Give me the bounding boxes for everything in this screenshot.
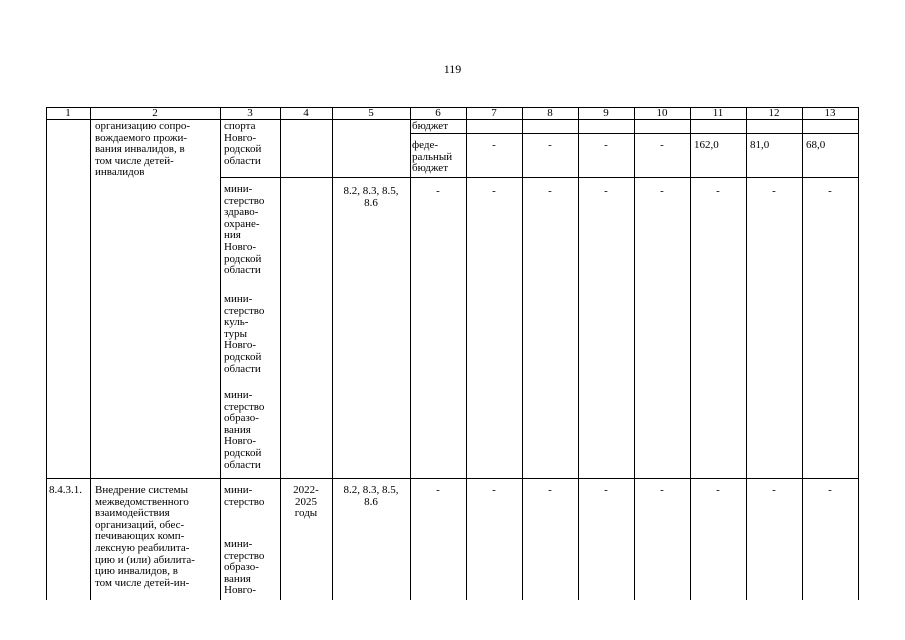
grid-line: [220, 177, 859, 178]
column-header: 6: [435, 107, 441, 119]
table-cell: -: [436, 185, 440, 197]
grid-line: [858, 107, 859, 600]
column-header: 10: [656, 107, 668, 119]
grid-line: [578, 107, 579, 600]
table-cell: 162,0: [694, 139, 719, 151]
grid-line: [332, 107, 333, 600]
grid-line: [522, 107, 523, 600]
executor: мини- стерство: [224, 484, 265, 508]
funding-source: бюджет: [412, 120, 448, 132]
executor-health: мини- стерство здраво- охране- ния Новго- родской области: [224, 183, 265, 277]
grid-line: [90, 107, 91, 600]
column-header: 7: [491, 107, 497, 119]
table-cell: -: [548, 185, 552, 197]
column-header: 12: [768, 107, 780, 119]
grid-line: [410, 133, 859, 134]
grid-line: [746, 107, 747, 600]
table-cell: -: [828, 185, 832, 197]
indicators: 8.2, 8.3, 8.5, 8.6: [343, 484, 399, 508]
table-cell: -: [716, 185, 720, 197]
column-header: 5: [368, 107, 374, 119]
executor-education: мини- стерство образо- вания Новго-: [224, 538, 265, 597]
table-cell: -: [492, 484, 496, 496]
grid-line: [466, 107, 467, 600]
program-table: [46, 107, 859, 600]
grid-line: [410, 107, 411, 600]
grid-line: [634, 107, 635, 600]
column-header: 9: [603, 107, 609, 119]
table-cell: -: [604, 185, 608, 197]
table-cell: -: [828, 484, 832, 496]
grid-line: [280, 107, 281, 600]
executor-sport: спорта Новго- родской области: [224, 120, 262, 167]
implementation-period: 2022- 2025 годы: [293, 484, 319, 520]
executor-education: мини- стерство образо- вания Новго- родской области: [224, 389, 265, 471]
table-cell: -: [492, 185, 496, 197]
column-header: 4: [303, 107, 309, 119]
table-cell: -: [660, 185, 664, 197]
page-number: 119: [443, 62, 462, 76]
grid-line: [220, 107, 221, 600]
column-header: 11: [712, 107, 724, 119]
table-cell: 68,0: [806, 139, 826, 151]
table-cell: -: [772, 484, 776, 496]
grid-line: [46, 478, 859, 479]
table-cell: -: [716, 484, 720, 496]
table-cell: 81,0: [750, 139, 770, 151]
table-cell: -: [492, 139, 496, 151]
table-cell: -: [604, 139, 608, 151]
column-header: 3: [247, 107, 253, 119]
column-header: 13: [824, 107, 836, 119]
grid-line: [690, 107, 691, 600]
column-header: 1: [65, 107, 71, 119]
table-cell: -: [660, 139, 664, 151]
grid-line: [46, 107, 47, 600]
table-cell: -: [660, 484, 664, 496]
measure-number: 8.4.3.1.: [49, 484, 82, 496]
table-cell: -: [548, 484, 552, 496]
table-cell: -: [548, 139, 552, 151]
column-header: 2: [152, 107, 158, 119]
table-cell: -: [604, 484, 608, 496]
measure-description: Внедрение системы межведомственного взаимодействия организаций, обес- печивающих комп- лексную реабилита- цию и (или) абилита- цию инвалидов, в том числе детей-ин-: [95, 484, 195, 589]
column-header: 8: [547, 107, 553, 119]
funding-source: феде- ральный бюджет: [412, 139, 453, 175]
table-cell: -: [772, 185, 776, 197]
grid-line: [802, 107, 803, 600]
measure-description: организацию сопро- вождаемого прожи- вания инвалидов, в том числе детей- инвалидов: [95, 120, 191, 179]
executor-culture: мини- стерство куль- туры Новго- родской области: [224, 293, 265, 375]
table-cell: -: [436, 484, 440, 496]
indicators: 8.2, 8.3, 8.5, 8.6: [343, 185, 399, 209]
